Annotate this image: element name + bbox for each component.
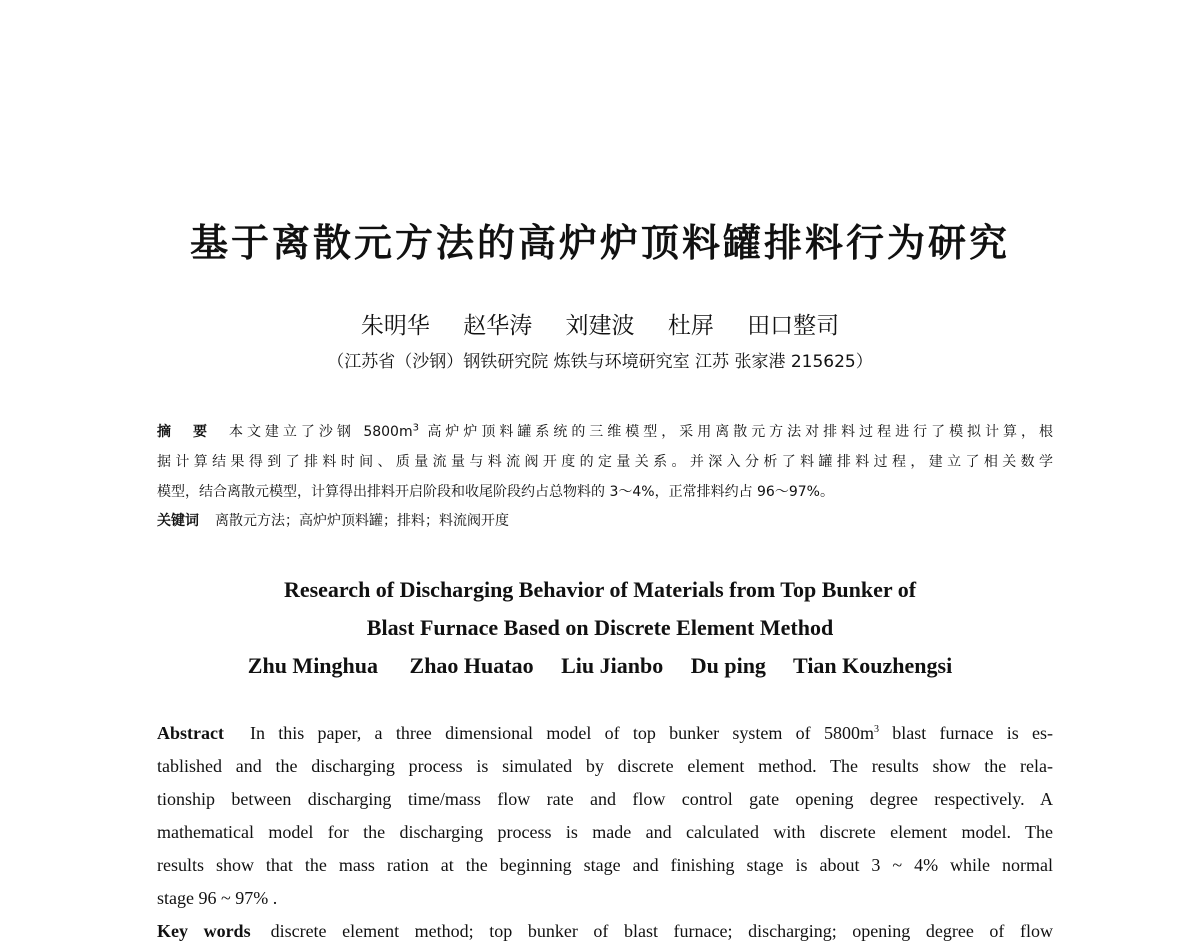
author-name: 朱明华: [360, 313, 430, 339]
english-keywords-label: Key words: [157, 921, 251, 941]
english-abstract-line-1: [157, 719, 1053, 747]
english-abstract-text: blast furnace is es-: [878, 723, 1053, 743]
chinese-title: 基于离散元方法的高炉炉顶料罐排料行为研究: [189, 221, 1010, 265]
author-name: 刘建波: [565, 313, 635, 339]
author-name: 杜屏: [667, 313, 714, 339]
author-name: Du ping: [690, 653, 766, 678]
author-name: Tian Kouzhengsi: [793, 653, 953, 678]
english-keywords-text: discrete element method; top bunker of blast furnace; discharging; opening degree of flow: [270, 921, 1053, 941]
author-name: Liu Jianbo: [561, 653, 664, 678]
author-name: 赵华涛: [463, 313, 533, 339]
english-abstract-line-4: mathematical model for the discharging process is made and calculated with discrete element model. The: [157, 822, 1053, 842]
english-abstract-line-3: tionship between discharging time/mass flow rate and flow control gate opening degree respectively. A: [157, 789, 1053, 809]
superscript: 3: [412, 422, 419, 434]
english-keywords: [157, 917, 1053, 945]
superscript: 3: [873, 724, 879, 735]
chinese-keywords: [157, 509, 1053, 533]
chinese-authors: [0, 310, 1200, 342]
chinese-keywords-label: 关键词: [157, 513, 199, 529]
english-abstract-line-2: tablished and the discharging process is simulated by discrete element method. The results show the rela-: [157, 756, 1053, 776]
chinese-abstract-line-2: 据计算结果得到了排料时间、质量流量与料流阀开度的定量关系。并深入分析了料罐排料过程，建立了相关数学: [157, 454, 1053, 470]
english-authors: [0, 651, 1200, 681]
english-abstract-line-6: stage 96 ~ 97% .: [157, 888, 278, 908]
english-title-line-1: Research of Discharging Behavior of Materials from Top Bunker of: [283, 577, 917, 602]
chinese-abstract-line-3: 模型，结合离散元模型，计算得出排料开启阶段和收尾阶段约占总物料的 3～4%，正常排料约占 96～97%。: [157, 484, 834, 500]
author-name: 田口整司: [747, 313, 840, 339]
chinese-affiliation: （江苏省（沙钢）钢铁研究院 炼铁与环境研究室 江苏 张家港 215625）: [327, 352, 873, 372]
english-title-line-2: Blast Furnace Based on Discrete Element Method: [366, 615, 834, 640]
author-name: Zhu Minghua: [247, 653, 379, 678]
author-name: Zhao Huatao: [409, 653, 534, 678]
english-abstract-label: Abstract: [157, 723, 224, 743]
chinese-keywords-text: 离散元方法；高炉炉顶料罐；排料；料流阀开度: [215, 513, 509, 529]
english-abstract-text: In this paper, a three dimensional model of top bunker system of 5800m: [249, 723, 874, 743]
chinese-abstract-line-1: [157, 420, 1053, 444]
chinese-abstract-text: 本文建立了沙钢 5800m: [224, 424, 413, 440]
chinese-abstract-text: 高炉炉顶料罐系统的三维模型，采用离散元方法对排料过程进行了模拟计算，根: [418, 424, 1053, 440]
chinese-abstract-label: 摘 要: [157, 424, 211, 440]
english-abstract-line-5: results show that the mass ration at the beginning stage and finishing stage is about 3 ~ 4% while normal: [157, 855, 1053, 875]
